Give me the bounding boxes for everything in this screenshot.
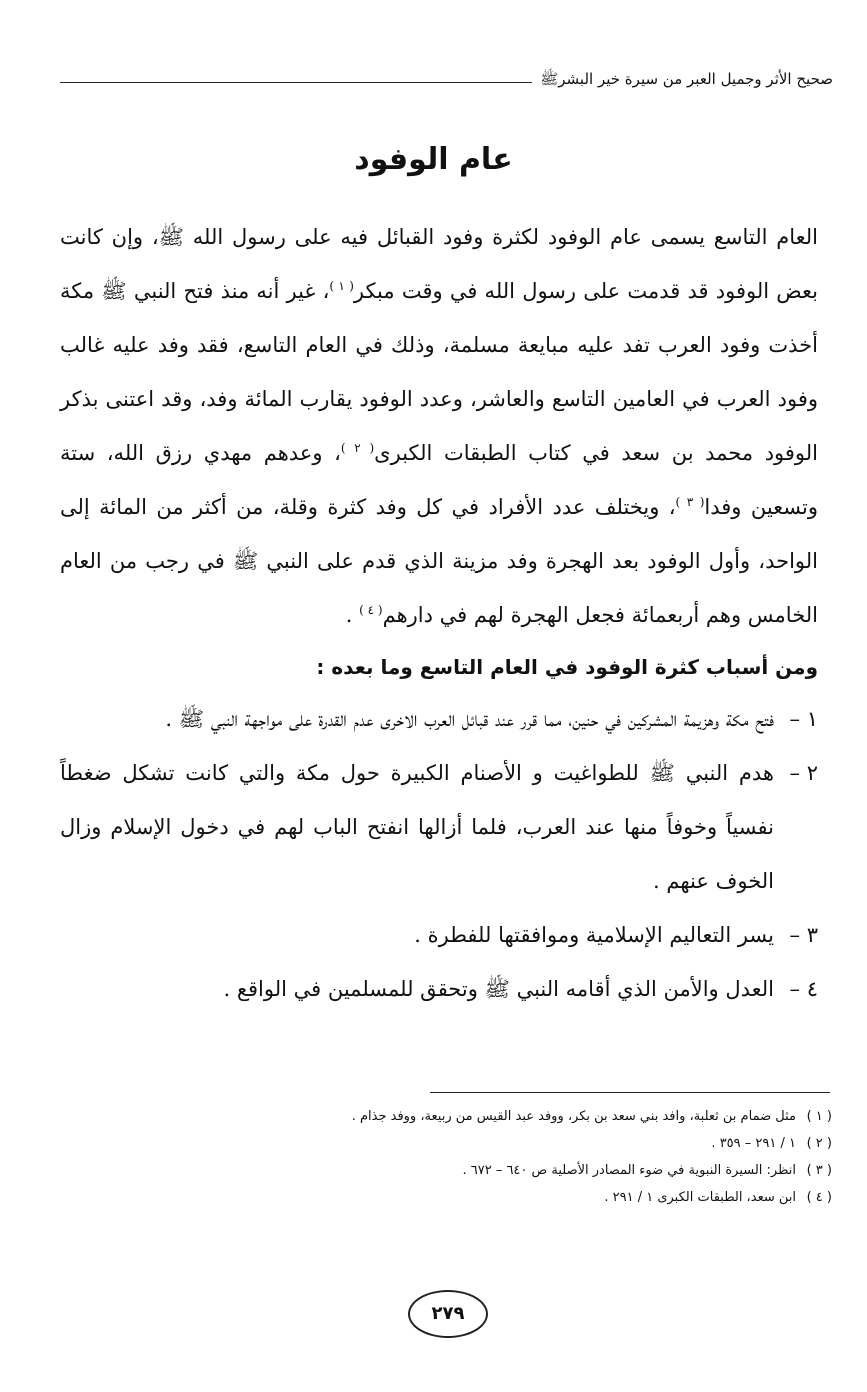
footnote-ref[interactable]: ( ٢ ) [340, 441, 375, 455]
chapter-title: عام الوفود [354, 142, 513, 177]
footnote-text: انظر: السيرة النبوية في ضوء المصادر الأصلية ص ٦٤٠ – ٦٧٢ . [462, 1163, 796, 1178]
list-item-text: يسر التعاليم الإسلامية وموافقتها للفطرة . [414, 923, 774, 947]
list-item-number: ٢ – [789, 761, 818, 785]
footnote-number: ( ١ ) [806, 1109, 832, 1124]
footnote-number: ( ٢ ) [806, 1136, 832, 1151]
footnote-text: ١ / ٢٩١ – ٣٥٩ . [711, 1136, 796, 1151]
list-item-number: ٤ – [789, 977, 818, 1001]
paragraph-text: ، ويختلف عدد الأفراد في كل وفد كثرة وقلة، من أكثر من المائة إلى الواحد، وأول الوفود بعد الهجرة وفد مزينة الذي قدم على النبي ﷺ في رجب من العام الخامس وهم أربعمائة فجعل الهجرة لهم في دارهم [60, 495, 818, 627]
footnote [120, 1130, 832, 1157]
list-item [60, 746, 818, 908]
running-header [60, 66, 833, 96]
page-number: ٢٧٩ [408, 1290, 488, 1338]
list-item-text: فتح مكة وهزيمة المشركين في حنين، مما قرر عند قبائل العرب الاخرى عدم القدرة على مواجهة النبي ﷺ . [165, 707, 774, 731]
paragraph-text: ، غير أنه منذ فتح النبي ﷺ مكة أخذت وفود العرب تفد عليه مبايعة مسلمة، وذلك في العام التاسع، فقد وفد عليه غالب وفود العرب في العامين التاسع والعاشر، وعدد الوفود يقارب المائة وفد، وقد اعتنى بذكر الوفود محمد بن سعد في كتاب الطبقات الكبرى [60, 279, 819, 465]
footnote [120, 1103, 832, 1130]
running-title: صحيح الأثر وجميل العبر من سيرة خير البشرﷺ [540, 70, 833, 88]
footnote-separator [430, 1092, 830, 1093]
list-item-text: هدم النبي ﷺ للطواغيت و الأصنام الكبيرة حول مكة والتي كانت تشكل ضغطاً نفسياً وخوفاً منها عند العرب، فلما أزالها انفتح الباب لهم في دخول الإسلام وزال الخوف عنهم . [60, 761, 774, 893]
footnote-text: مثل ضمام بن ثعلبة، وافد بني سعد بن بكر، ووفد عبد القيس من ربيعة، ووفد جذام . [351, 1109, 796, 1124]
list-item [60, 908, 818, 962]
list-item [60, 692, 818, 746]
header-rule [60, 82, 532, 83]
footnote-number: ( ٤ ) [806, 1190, 832, 1205]
list-item-number: ٣ – [789, 923, 818, 947]
footnote-text: ابن سعد، الطبقات الكبرى ١ / ٢٩١ . [604, 1190, 796, 1205]
list-item [60, 962, 818, 1016]
footnote [120, 1157, 832, 1184]
footnote-ref[interactable]: ( ٤ ) [359, 603, 383, 617]
footnote [120, 1184, 832, 1211]
section-heading: ومن أسباب كثرة الوفود في العام التاسع وما بعده : [316, 655, 818, 679]
intro-paragraph [60, 210, 818, 642]
footnote-ref[interactable]: ( ٣ ) [675, 495, 705, 509]
footnote-number: ( ٣ ) [806, 1163, 832, 1178]
footnote-ref[interactable]: ( ١ ) [329, 279, 354, 293]
paragraph-text: ، وعدهم مهدي رزق الله، ستة وتسعين وفدا [60, 441, 819, 519]
paragraph-text: . [345, 603, 360, 627]
list-item-number: ١ – [789, 707, 818, 731]
reasons-list [60, 692, 818, 1016]
footnotes [120, 1103, 832, 1211]
paragraph-text: العام التاسع يسمى عام الوفود لكثرة وفود القبائل فيه على رسول الله ﷺ، وإن كانت بعض الوفود قد قدمت على رسول الله في وقت مبكر [60, 225, 818, 303]
body-text [60, 210, 818, 1016]
list-item-text: العدل والأمن الذي أقامه النبي ﷺ وتحقق للمسلمين في الواقع . [223, 977, 774, 1001]
